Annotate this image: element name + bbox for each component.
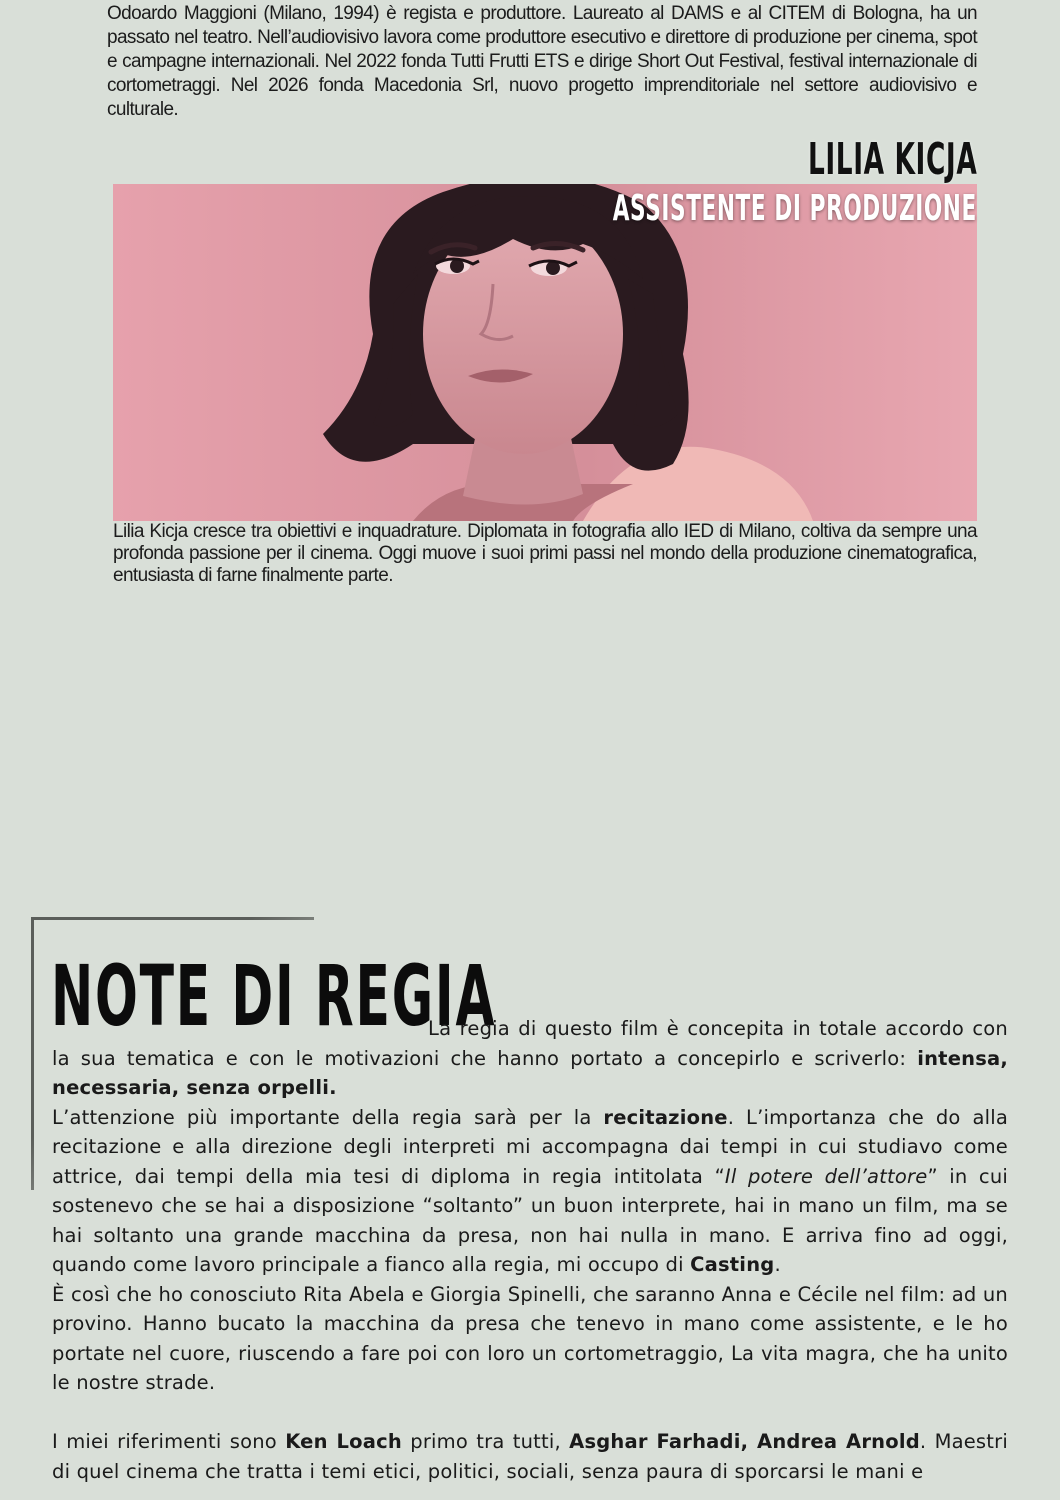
- thesis-title: Il potere dell’attore: [724, 1164, 928, 1188]
- paragraph-recitazione: [52, 1103, 1008, 1280]
- text-run: primo tra tutti,: [401, 1430, 570, 1453]
- emphasis-text: intensa, necessaria, senza orpelli.: [52, 1046, 1008, 1099]
- bio-lilia-kicja: Lilia Kicja cresce tra obiettivi e inquadrature. Diplomata in fotografia allo IED di Milano, coltiva da sempre una profonda passione per il cinema. Oggi muove i suoi primi passi nel mondo della produzione cinematografica, entusiasta di farne finalmente parte.: [113, 521, 977, 586]
- text-run: . Maestri di quel cinema che tratta i temi etici, politici, sociali, senza paura di sporcarsi le mani e: [52, 1430, 1008, 1483]
- text-run: L’attenzione più importante della regia sarà per la: [52, 1105, 604, 1129]
- text-run: La regia di questo film è concepita in totale accordo con la sua tematica e con le motivazioni che hanno portato a concepirlo e scriverlo:: [52, 1017, 1008, 1070]
- paragraph-references: [52, 1427, 1008, 1486]
- heading-indent-spacer: [52, 1034, 428, 1035]
- text-run: . L’importanza che do alla recitazione e alla direzione degli interpreti mi accompagna dai tempi in cui studiavo come attrice, dai tempi della mia tesi di diploma in regia intitolata “: [52, 1105, 1008, 1188]
- portrait-photo: [113, 184, 977, 521]
- text-run: I miei riferimenti sono: [52, 1430, 286, 1453]
- note-di-regia-body: [52, 1014, 1008, 1486]
- paragraph-casting-story: È così che ho conosciuto Rita Abela e Giorgia Spinelli, che saranno Anna e Cécile nel film: ad un provino. Hanno bucato la macchina da presa che tenevo in mano come assistente, e le ho portate nel cuore, riuscendo a fare poi con loro un cortometraggio, La vita magra, che ha unito le nostre strade.: [52, 1282, 1008, 1394]
- text-run: ” in cui sostenevo che se hai a disposizione “soltanto” un buon interprete, hai in mano un film, ma se hai soltanto una grande macchina da presa, non hai nulla in mano. E arriva fino ad oggi, quando come lavoro principale a fianco alla regia, mi occupo di: [52, 1164, 1009, 1276]
- section-heading-note-di-regia: NOTE DI REGIA: [51, 947, 497, 1045]
- emphasis-text: Ken Loach: [285, 1430, 402, 1453]
- bio-odoardo-maggioni: Odoardo Maggioni (Milano, 1994) è regista e produttore. Laureato al DAMS e al CITEM di Bologna, ha un passato nel teatro. Nell’audiovisivo lavora come produttore esecutivo e direttore di produzione per cinema, spot e campagne internazionali. Nel 2022 fonda Tutti Frutti ETS e dirige Short Out Festival, festival internazionale di cortometraggi. Nel 2026 fonda Macedonia Srl, nuovo progetto imprenditoriale nel settore audiovisivo e culturale.: [107, 3, 977, 120]
- emphasis-text: Asghar Farhadi, Andrea Arnold: [569, 1430, 920, 1453]
- emphasis-text: recitazione: [603, 1105, 728, 1129]
- text-run: .: [774, 1253, 781, 1276]
- emphasis-text: Casting: [690, 1253, 775, 1276]
- portrait-illustration: [113, 184, 977, 521]
- paragraph-gap: [52, 1398, 1008, 1428]
- paragraph-intro: [52, 1014, 1008, 1103]
- profile-name: LILIA KICJA: [807, 134, 977, 185]
- profile-role: ASSISTENTE DI PRODUZIONE: [612, 188, 977, 229]
